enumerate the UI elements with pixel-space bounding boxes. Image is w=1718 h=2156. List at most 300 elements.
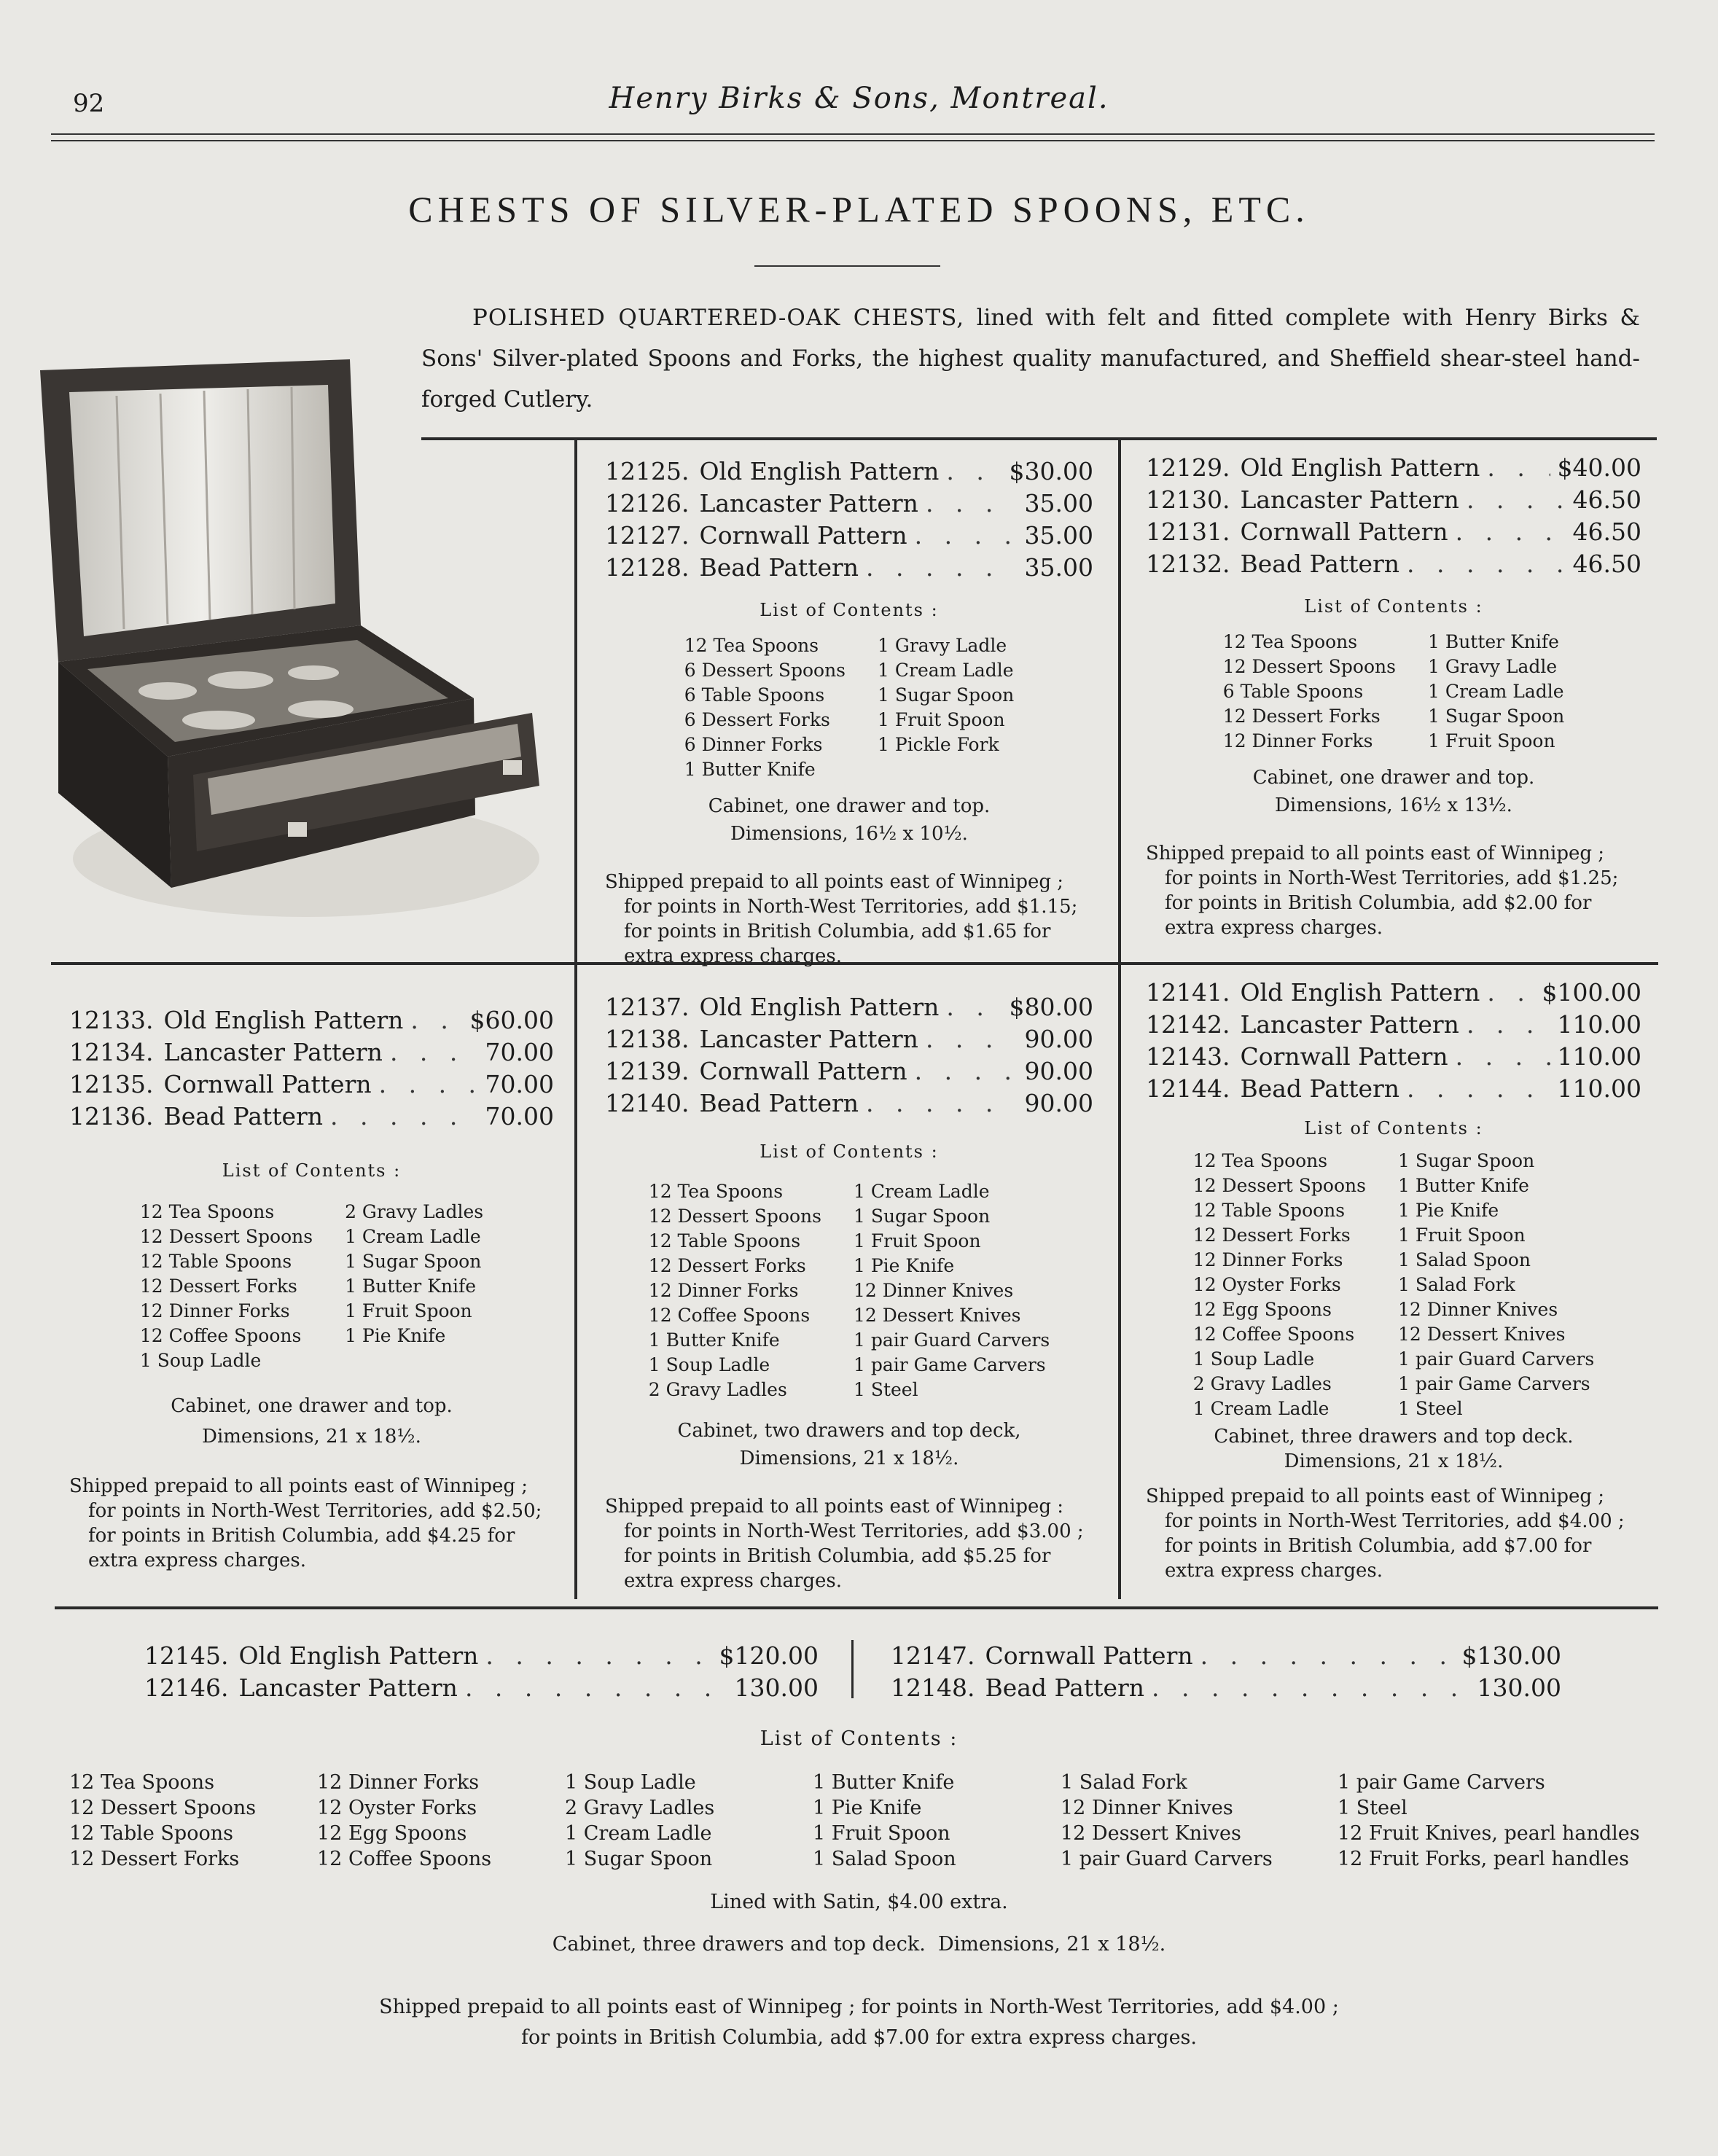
contents-item: 1 Pickle Fork bbox=[878, 734, 999, 755]
cabinet-description: Cabinet, one drawer and top. bbox=[708, 795, 991, 817]
contents-item: 12 Dessert Forks bbox=[648, 1255, 806, 1276]
contents-item: 12 Dessert Spoons bbox=[139, 1226, 313, 1247]
contents-item: 2 Gravy Ladles bbox=[648, 1379, 787, 1400]
list-of-contents-heading: List of Contents : bbox=[222, 1160, 402, 1181]
price-line bbox=[1146, 484, 1641, 516]
contents-item: 12 Oyster Forks bbox=[317, 1797, 477, 1819]
item-price: $40.00 bbox=[1557, 453, 1641, 482]
contents-column bbox=[1177, 1149, 1382, 1421]
cabinet-note bbox=[1146, 764, 1641, 819]
contents-item: 12 Egg Spoons bbox=[317, 1822, 467, 1845]
contents-item: 1 Steel bbox=[1338, 1797, 1407, 1819]
grid-rule bbox=[574, 965, 577, 1599]
item-name: Bead Pattern bbox=[163, 1102, 324, 1130]
price-line bbox=[605, 488, 1093, 520]
leader-dots bbox=[915, 520, 1018, 552]
shipping-line: for points in North-West Territories, add $2.50; bbox=[88, 1500, 542, 1522]
contents-item: 1 Cream Ladle bbox=[565, 1822, 712, 1845]
contents-list bbox=[1146, 630, 1641, 754]
item-name: Lancaster Pattern bbox=[238, 1673, 458, 1702]
item-price: 90.00 bbox=[1024, 1057, 1093, 1085]
leader-dots bbox=[866, 552, 1018, 584]
leader-dots bbox=[1467, 1009, 1550, 1041]
contents-item: 1 Butter Knife bbox=[684, 759, 816, 780]
title-rule bbox=[754, 265, 940, 267]
contents-column bbox=[1412, 630, 1580, 754]
leader-dots bbox=[465, 1672, 727, 1704]
price-line bbox=[1146, 1009, 1641, 1041]
leader-dots bbox=[1487, 977, 1534, 1009]
contents-item: 1 Gravy Ladle bbox=[1427, 656, 1558, 677]
item-number: 12137. bbox=[605, 993, 690, 1021]
contents-item: 12 Fruit Forks, pearl handles bbox=[1338, 1848, 1629, 1870]
shipping-line: for points in British Columbia, add $1.65 for bbox=[624, 921, 1051, 942]
contents-item: 6 Dessert Forks bbox=[684, 709, 830, 730]
contents-item: 12 Dinner Forks bbox=[1192, 1249, 1343, 1270]
contents-item: 1 pair Game Carvers bbox=[853, 1354, 1046, 1375]
contents-item: 1 Cream Ladle bbox=[1192, 1398, 1330, 1419]
contents-item: 1 Sugar Spoon bbox=[853, 1206, 991, 1227]
contents-item: 1 Salad Spoon bbox=[813, 1848, 956, 1870]
price-line bbox=[891, 1640, 1561, 1672]
item-name: Cornwall Pattern bbox=[985, 1641, 1193, 1670]
contents-item: 1 Fruit Spoon bbox=[878, 709, 1005, 730]
item-name: Old English Pattern bbox=[1240, 978, 1480, 1007]
item-number: 12131. bbox=[1146, 517, 1230, 546]
leader-dots bbox=[946, 456, 1001, 488]
item-price: $30.00 bbox=[1009, 457, 1093, 485]
product-block-12129 bbox=[1146, 452, 1641, 940]
cabinet-note bbox=[605, 792, 1093, 848]
item-price: 35.00 bbox=[1024, 521, 1093, 550]
contents-item: 12 Egg Spoons bbox=[1192, 1299, 1332, 1320]
shipping-line: extra express charges. bbox=[1165, 917, 1383, 939]
price-line bbox=[69, 1004, 554, 1036]
intro-lead: POLISHED QUARTERED-OAK CHESTS, bbox=[472, 305, 965, 331]
cabinet-dimensions: Dimensions, 21 x 18½. bbox=[739, 1448, 959, 1469]
contents-item: 2 Gravy Ladles bbox=[345, 1201, 484, 1222]
bottom-contents-list bbox=[69, 1770, 1673, 1872]
contents-item: 12 Tea Spoons bbox=[1192, 1150, 1328, 1171]
product-block-12137 bbox=[605, 991, 1093, 1593]
item-name: Bead Pattern bbox=[699, 553, 859, 582]
chest-illustration bbox=[29, 348, 554, 931]
contents-column bbox=[69, 1770, 317, 1872]
product-block-12141 bbox=[1146, 977, 1641, 1583]
contents-item: 1 Sugar Spoon bbox=[565, 1848, 713, 1870]
cabinet-description: Cabinet, one drawer and top. bbox=[171, 1395, 453, 1417]
contents-item: 1 Salad Fork bbox=[1061, 1771, 1187, 1794]
item-number: 12147. bbox=[891, 1641, 975, 1670]
price-line bbox=[1146, 516, 1641, 548]
contents-column bbox=[813, 1770, 1061, 1872]
contents-item: 12 Table Spoons bbox=[139, 1251, 292, 1272]
shipping-note bbox=[1146, 841, 1641, 940]
contents-item: 12 Dinner Knives bbox=[853, 1280, 1014, 1301]
contents-item: 6 Table Spoons bbox=[1222, 681, 1364, 702]
price-line bbox=[605, 1023, 1093, 1055]
contents-item: 12 Dessert Spoons bbox=[1222, 656, 1396, 677]
item-price: 90.00 bbox=[1024, 1089, 1093, 1117]
contents-item: 1 pair Game Carvers bbox=[1397, 1373, 1590, 1394]
contents-item: 12 Tea Spoons bbox=[1222, 631, 1358, 652]
leader-dots bbox=[485, 1640, 711, 1672]
contents-item: 1 Cream Ladle bbox=[345, 1226, 481, 1247]
contents-item: 12 Dessert Forks bbox=[1192, 1225, 1351, 1246]
price-line bbox=[144, 1640, 819, 1672]
contents-item: 12 Tea Spoons bbox=[139, 1201, 275, 1222]
cabinet-dimensions: Dimensions, 16½ x 13½. bbox=[1275, 794, 1512, 816]
price-line bbox=[1146, 452, 1641, 484]
item-price: 110.00 bbox=[1557, 1074, 1641, 1103]
item-name: Cornwall Pattern bbox=[163, 1070, 372, 1098]
shipping-line: for points in British Columbia, add $7.00 for bbox=[1165, 1535, 1592, 1557]
item-price: $130.00 bbox=[1461, 1641, 1561, 1670]
price-line bbox=[605, 456, 1093, 488]
contents-item: 12 Coffee Spoons bbox=[1192, 1324, 1355, 1345]
item-number: 12142. bbox=[1146, 1010, 1230, 1039]
leader-dots bbox=[410, 1004, 462, 1036]
item-price: 70.00 bbox=[485, 1070, 554, 1098]
shipping-line: extra express charges. bbox=[88, 1550, 307, 1571]
contents-item: 1 Butter Knife bbox=[345, 1276, 477, 1297]
item-number: 12139. bbox=[605, 1057, 690, 1085]
item-number: 12140. bbox=[605, 1089, 690, 1117]
contents-column bbox=[329, 1200, 499, 1373]
price-line bbox=[69, 1036, 554, 1069]
item-name: Bead Pattern bbox=[699, 1089, 859, 1117]
item-number: 12135. bbox=[69, 1070, 154, 1098]
contents-item: 1 pair Guard Carvers bbox=[1397, 1348, 1595, 1370]
contents-column bbox=[837, 1179, 1066, 1402]
contents-item: 1 Salad Fork bbox=[1397, 1274, 1515, 1295]
contents-item: 12 Dessert Forks bbox=[1222, 706, 1381, 727]
contents-column bbox=[565, 1770, 813, 1872]
contents-item: 6 Table Spoons bbox=[684, 684, 825, 706]
contents-item: 1 Fruit Spoon bbox=[1427, 730, 1555, 751]
contents-column bbox=[1338, 1770, 1658, 1872]
contents-item: 12 Dinner Forks bbox=[648, 1280, 799, 1301]
contents-item: 12 Dessert Knives bbox=[853, 1305, 1021, 1326]
leader-dots bbox=[926, 1023, 1018, 1055]
contents-item: 12 Coffee Spoons bbox=[317, 1848, 492, 1870]
contents-list bbox=[605, 1179, 1093, 1402]
page-title: CHESTS OF SILVER-PLATED SPOONS, ETC. bbox=[408, 189, 1310, 230]
page-number: 92 bbox=[73, 89, 105, 118]
contents-item: 6 Dessert Spoons bbox=[684, 660, 846, 681]
contents-item: 1 Sugar Spoon bbox=[878, 684, 1015, 706]
item-name: Bead Pattern bbox=[1240, 1074, 1400, 1103]
contents-list bbox=[605, 633, 1093, 782]
leader-dots bbox=[330, 1101, 478, 1133]
contents-list bbox=[1146, 1149, 1641, 1421]
item-price: 35.00 bbox=[1024, 489, 1093, 517]
list-of-contents-heading: List of Contents : bbox=[760, 600, 939, 620]
contents-item: 12 Dessert Spoons bbox=[648, 1206, 821, 1227]
bottom-price-list-right bbox=[891, 1640, 1561, 1704]
leader-dots bbox=[1456, 516, 1566, 548]
shipping-line: Shipped prepaid to all points east of Winnipeg ; bbox=[1146, 843, 1605, 864]
item-name: Old English Pattern bbox=[699, 457, 940, 485]
item-number: 12143. bbox=[1146, 1042, 1230, 1071]
contents-item: 1 Soup Ladle bbox=[139, 1350, 262, 1371]
grid-rule bbox=[421, 437, 1657, 440]
contents-item: 12 Dinner Forks bbox=[317, 1771, 480, 1794]
leader-dots bbox=[1487, 452, 1550, 484]
contents-item: 1 Pie Knife bbox=[1397, 1200, 1499, 1221]
contents-item: 1 Salad Spoon bbox=[1397, 1249, 1531, 1270]
leader-dots bbox=[1467, 484, 1566, 516]
contents-item: 1 pair Game Carvers bbox=[1338, 1771, 1545, 1794]
cabinet-note bbox=[69, 1391, 554, 1452]
leader-dots bbox=[1200, 1640, 1455, 1672]
contents-item: 12 Dinner Knives bbox=[1397, 1299, 1558, 1320]
item-price: $80.00 bbox=[1009, 993, 1093, 1021]
shipping-note bbox=[69, 1474, 554, 1573]
header-rule bbox=[51, 133, 1655, 135]
item-price: 110.00 bbox=[1557, 1010, 1641, 1039]
price-line bbox=[891, 1672, 1561, 1704]
leader-dots bbox=[1407, 548, 1566, 580]
leader-dots bbox=[946, 991, 1001, 1023]
grid-rule bbox=[1118, 965, 1121, 1599]
contents-column bbox=[862, 633, 1030, 782]
header-rule bbox=[51, 140, 1655, 141]
item-name: Old English Pattern bbox=[699, 993, 940, 1021]
item-name: Lancaster Pattern bbox=[1240, 1010, 1459, 1039]
cabinet-description: Cabinet, two drawers and top deck, bbox=[677, 1420, 1021, 1442]
leader-dots bbox=[1456, 1041, 1550, 1073]
contents-item: 2 Gravy Ladles bbox=[565, 1797, 715, 1819]
leader-dots bbox=[390, 1036, 478, 1069]
list-of-contents-heading: List of Contents : bbox=[1304, 1118, 1483, 1138]
cabinet-dimensions: Dimensions, 21 x 18½. bbox=[1284, 1450, 1504, 1472]
contents-item: 1 Sugar Spoon bbox=[345, 1251, 482, 1272]
item-price: 90.00 bbox=[1024, 1025, 1093, 1053]
price-line bbox=[1146, 1041, 1641, 1073]
item-price: $120.00 bbox=[719, 1641, 819, 1670]
item-number: 12134. bbox=[69, 1038, 154, 1066]
contents-column bbox=[668, 633, 862, 782]
cabinet-note bbox=[605, 1417, 1093, 1472]
shipping-line: for points in North-West Territories, add $4.00 ; bbox=[1165, 1510, 1625, 1532]
contents-item: 1 Fruit Spoon bbox=[345, 1300, 472, 1321]
shipping-line: for points in British Columbia, add $2.00 for bbox=[1165, 892, 1592, 914]
item-number: 12133. bbox=[69, 1006, 154, 1034]
grid-rule bbox=[55, 1606, 1658, 1609]
item-name: Lancaster Pattern bbox=[163, 1038, 383, 1066]
contents-item: 1 Cream Ladle bbox=[853, 1181, 990, 1202]
shipping-note bbox=[1146, 1484, 1641, 1583]
contents-item: 12 Table Spoons bbox=[648, 1230, 801, 1251]
contents-item: 12 Dessert Spoons bbox=[69, 1797, 257, 1819]
contents-item: 1 Steel bbox=[853, 1379, 918, 1400]
contents-item: 1 Butter Knife bbox=[648, 1329, 780, 1351]
list-of-contents-heading: List of Contents : bbox=[1304, 596, 1483, 617]
item-number: 12125. bbox=[605, 457, 690, 485]
shipping-line: Shipped prepaid to all points east of Winnipeg ; bbox=[69, 1475, 528, 1497]
item-price: 46.50 bbox=[1572, 517, 1641, 546]
leader-dots bbox=[926, 488, 1018, 520]
contents-item: 12 Fruit Knives, pearl handles bbox=[1338, 1822, 1640, 1845]
price-line bbox=[605, 991, 1093, 1023]
item-price: 130.00 bbox=[1477, 1673, 1561, 1702]
item-price: 35.00 bbox=[1024, 553, 1093, 582]
contents-column bbox=[633, 1179, 837, 1402]
item-number: 12129. bbox=[1146, 453, 1230, 482]
item-price: 70.00 bbox=[485, 1102, 554, 1130]
cabinet-note: Cabinet, three drawers and top deck. Dimensions, 21 x 18½. bbox=[552, 1933, 1166, 1956]
contents-item: 12 Dessert Forks bbox=[139, 1276, 297, 1297]
contents-item: 1 Cream Ladle bbox=[878, 660, 1014, 681]
grid-rule bbox=[574, 440, 577, 964]
contents-item: 12 Tea Spoons bbox=[69, 1771, 215, 1794]
item-price: 110.00 bbox=[1557, 1042, 1641, 1071]
item-number: 12138. bbox=[605, 1025, 690, 1053]
contents-list bbox=[69, 1200, 554, 1373]
contents-item: 1 Gravy Ladle bbox=[878, 635, 1007, 656]
contents-item: 1 Sugar Spoon bbox=[1427, 706, 1565, 727]
product-block-12125 bbox=[605, 456, 1093, 969]
item-number: 12145. bbox=[144, 1641, 229, 1670]
contents-item: 1 Fruit Spoon bbox=[813, 1822, 950, 1845]
contents-item: 12 Dessert Knives bbox=[1397, 1324, 1566, 1345]
contents-item: 6 Dinner Forks bbox=[684, 734, 823, 755]
item-number: 12128. bbox=[605, 553, 690, 582]
item-price: 70.00 bbox=[485, 1038, 554, 1066]
shipping-line: for points in North-West Territories, add $1.15; bbox=[624, 896, 1078, 918]
item-name: Old English Pattern bbox=[163, 1006, 404, 1034]
contents-item: 1 Fruit Spoon bbox=[853, 1230, 981, 1251]
shipping-note bbox=[605, 1494, 1093, 1593]
contents-item: 12 Dessert Forks bbox=[69, 1848, 240, 1870]
cabinet-dimensions: Dimensions, 21 x 18½. bbox=[202, 1426, 421, 1448]
item-name: Old English Pattern bbox=[1240, 453, 1480, 482]
item-name: Lancaster Pattern bbox=[699, 1025, 918, 1053]
contents-item: 12 Dinner Forks bbox=[139, 1300, 290, 1321]
contents-item: 12 Dinner Knives bbox=[1061, 1797, 1233, 1819]
contents-column bbox=[1382, 1149, 1610, 1421]
shipping-line: Shipped prepaid to all points east of Winnipeg ; bbox=[1146, 1485, 1605, 1507]
satin-note: Lined with Satin, $4.00 extra. bbox=[710, 1891, 1008, 1913]
shipping-line: extra express charges. bbox=[1165, 1560, 1383, 1582]
contents-item: 12 Table Spoons bbox=[1192, 1200, 1346, 1221]
item-price: $100.00 bbox=[1542, 978, 1641, 1007]
intro-paragraph bbox=[421, 297, 1640, 420]
item-number: 12141. bbox=[1146, 978, 1230, 1007]
shipping-line: Shipped prepaid to all points east of Winnipeg ; for points in North-West Territories, add $4.00 ; bbox=[379, 1996, 1339, 2018]
contents-item: 12 Tea Spoons bbox=[648, 1181, 784, 1202]
leader-dots bbox=[915, 1055, 1018, 1087]
shipping-line: for points in North-West Territories, add $3.00 ; bbox=[624, 1520, 1084, 1542]
shipping-note bbox=[605, 870, 1093, 969]
contents-item: 12 Dessert Spoons bbox=[1192, 1175, 1366, 1196]
contents-item: 1 Butter Knife bbox=[1397, 1175, 1529, 1196]
contents-item: 1 pair Guard Carvers bbox=[1061, 1848, 1273, 1870]
item-number: 12146. bbox=[144, 1673, 229, 1702]
shipping-line: extra express charges. bbox=[624, 945, 843, 967]
intro-text: lined with felt and fitted complete with Henry Birks & Sons' Silver-plated Spoons and Forks, the highest quality manufactured, and Sheffield shear-steel hand-forged Cutlery. bbox=[421, 305, 1640, 413]
item-name: Bead Pattern bbox=[985, 1673, 1145, 1702]
item-number: 12130. bbox=[1146, 485, 1230, 514]
price-line bbox=[605, 1087, 1093, 1120]
item-name: Cornwall Pattern bbox=[1240, 517, 1448, 546]
product-block-12133 bbox=[69, 1004, 554, 1573]
price-line bbox=[144, 1672, 819, 1704]
leader-dots bbox=[866, 1087, 1018, 1120]
item-number: 12132. bbox=[1146, 550, 1230, 578]
contents-item: 12 Oyster Forks bbox=[1192, 1274, 1341, 1295]
contents-item: 1 Soup Ladle bbox=[648, 1354, 770, 1375]
price-line bbox=[1146, 1073, 1641, 1105]
contents-item: 12 Dessert Knives bbox=[1061, 1822, 1241, 1845]
item-name: Cornwall Pattern bbox=[699, 1057, 907, 1085]
item-number: 12144. bbox=[1146, 1074, 1230, 1103]
contents-item: 2 Gravy Ladles bbox=[1192, 1373, 1332, 1394]
shipping-line: for points in North-West Territories, add $1.25; bbox=[1165, 867, 1619, 889]
leader-dots bbox=[379, 1069, 478, 1101]
item-name: Lancaster Pattern bbox=[699, 489, 918, 517]
contents-item: 1 Butter Knife bbox=[813, 1771, 955, 1794]
cabinet-dimensions: Dimensions, 16½ x 10½. bbox=[730, 823, 968, 845]
contents-item: 1 Pie Knife bbox=[813, 1797, 922, 1819]
contents-column bbox=[124, 1200, 329, 1373]
contents-item: 1 Sugar Spoon bbox=[1397, 1150, 1535, 1171]
list-of-contents-heading: List of Contents : bbox=[760, 1727, 958, 1750]
item-number: 12127. bbox=[605, 521, 690, 550]
contents-item: 1 Soup Ladle bbox=[1192, 1348, 1315, 1370]
item-number: 12136. bbox=[69, 1102, 154, 1130]
contents-item: 12 Coffee Spoons bbox=[139, 1325, 302, 1346]
contents-column bbox=[1061, 1770, 1338, 1872]
item-number: 12126. bbox=[605, 489, 690, 517]
shipping-line: extra express charges. bbox=[624, 1570, 843, 1592]
contents-item: 1 Fruit Spoon bbox=[1397, 1225, 1526, 1246]
item-price: 46.50 bbox=[1572, 485, 1641, 514]
price-line bbox=[1146, 977, 1641, 1009]
contents-item: 1 Pie Knife bbox=[345, 1325, 446, 1346]
shipping-line: for points in British Columbia, add $5.25 for bbox=[624, 1545, 1051, 1567]
item-name: Old English Pattern bbox=[238, 1641, 479, 1670]
contents-column bbox=[317, 1770, 565, 1872]
price-line bbox=[69, 1069, 554, 1101]
item-number: 12148. bbox=[891, 1673, 975, 1702]
cabinet-description: Cabinet, three drawers and top deck. bbox=[1214, 1426, 1574, 1448]
contents-column bbox=[1207, 630, 1412, 754]
contents-item: 12 Dinner Forks bbox=[1222, 730, 1373, 751]
shipping-line: Shipped prepaid to all points east of Winnipeg : bbox=[605, 1496, 1064, 1518]
price-line bbox=[605, 1055, 1093, 1087]
item-name: Lancaster Pattern bbox=[1240, 485, 1459, 514]
contents-item: 12 Tea Spoons bbox=[684, 635, 819, 656]
item-name: Cornwall Pattern bbox=[699, 521, 907, 550]
contents-item: 1 pair Guard Carvers bbox=[853, 1329, 1050, 1351]
leader-dots bbox=[1407, 1073, 1550, 1105]
bottom-price-list-left bbox=[144, 1640, 819, 1704]
item-price: 46.50 bbox=[1572, 550, 1641, 578]
contents-item: 12 Table Spoons bbox=[69, 1822, 233, 1845]
item-name: Cornwall Pattern bbox=[1240, 1042, 1448, 1071]
shipping-line: Shipped prepaid to all points east of Winnipeg ; bbox=[605, 871, 1064, 893]
contents-item: 12 Coffee Spoons bbox=[648, 1305, 811, 1326]
leader-dots bbox=[1152, 1672, 1470, 1704]
contents-item: 1 Pie Knife bbox=[853, 1255, 955, 1276]
price-line bbox=[1146, 548, 1641, 580]
item-name: Bead Pattern bbox=[1240, 550, 1400, 578]
grid-rule bbox=[851, 1640, 854, 1698]
shipping-line: for points in British Columbia, add $4.25 for bbox=[88, 1525, 515, 1547]
contents-item: 1 Soup Ladle bbox=[565, 1771, 696, 1794]
